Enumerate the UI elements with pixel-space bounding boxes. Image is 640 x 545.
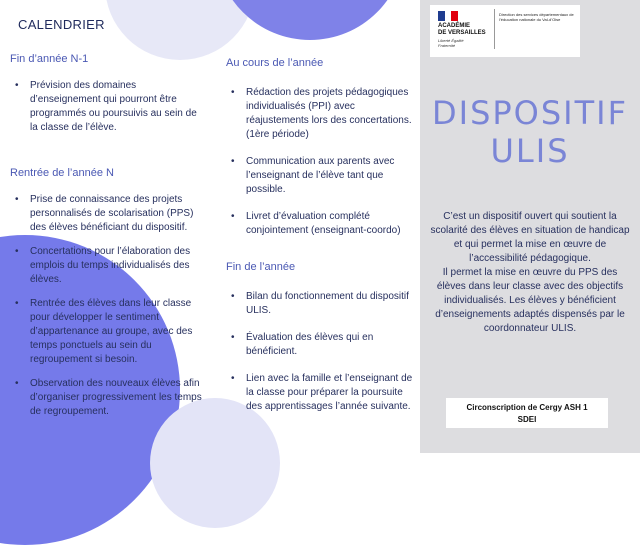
list-au-cours-annee (228, 86, 418, 238)
list-fin-annee-n-1 (12, 79, 202, 135)
list-item: • Observation des nouveaux élèves afin d’organiser progressivement les temps de regroupement. (12, 377, 204, 419)
cover-title-line1: DISPOSITIF (431, 94, 628, 132)
circonscription-box (446, 398, 608, 428)
list-item: • Prise de connaissance des projets personnalisés de scolarisation (PPS) des élèves bénéficiant du dispositif. (12, 193, 204, 235)
list-rentree-annee-n (12, 193, 204, 419)
academie-logo (430, 5, 580, 57)
list-fin-annee (228, 290, 418, 414)
list-item: • Bilan du fonctionnement du dispositif ULIS. (228, 290, 418, 318)
list-item: • Livret d’évaluation complété conjointement (enseignant-coordo) (228, 210, 418, 238)
calendar-middle-panel (213, 0, 420, 453)
logo-dsden-text: Direction des services départementaux de l’éducation nationale du Val-d’Oise (499, 12, 574, 22)
list-item: • Prévision des domaines d’enseignement qui pourront être programmés ou poursuivis au sein de la classe de l’élève. (12, 79, 202, 135)
cover-title (420, 94, 640, 170)
list-item: • Rédaction des projets pédagogiques individualisés (PPI) avec réajustements lors des concertations. (1ère période) (228, 86, 418, 142)
section-title-rentree-annee-n: Rentrée de l’année N (10, 167, 114, 179)
list-item: • Communication aux parents avec l’enseignant de l’élève tant que possible. (228, 155, 418, 197)
logo-motto: Liberté Égalité Fraternité (438, 38, 464, 48)
cover-description (427, 210, 633, 336)
list-item: • Concertations pour l’élaboration des emplois du temps individualisés des élèves. (12, 245, 204, 287)
logo-divider (494, 9, 495, 49)
list-item: • Rentrée des élèves dans leur classe pour développer le sentiment d’appartenance au groupe, avec des temps ponctuels au sein du regroupement si besoin. (12, 297, 204, 367)
section-title-fin-annee-n-1: Fin d’année N-1 (10, 53, 89, 65)
list-item: • Lien avec la famille et l’enseignant de la classe pour préparer la poursuite des apprentissages l’année suivante. (228, 372, 418, 414)
section-title-au-cours-annee: Au cours de l’année (226, 57, 324, 69)
cover-title-line2: ULIS (490, 132, 570, 170)
section-title-fin-annee: Fin de l’année (226, 261, 296, 273)
french-flag-icon (438, 11, 458, 21)
description-paragraph-2: Il permet la mise en œuvre du PPS des élèves dans leur classe avec des objectifs individualisés. Les élèves y bénéficient d’enseignements adaptés dispensés par le coordonnateur ULIS. (435, 267, 625, 334)
sdei-label: SDEI (517, 415, 537, 424)
calendar-left-panel (0, 0, 213, 453)
logo-academie-line2: DE VERSAILLES (438, 30, 486, 36)
circonscription-label: Circonscription de Cergy ASH 1 (466, 403, 588, 412)
description-paragraph-1: C’est un dispositif ouvert qui soutient la scolarité des élèves en situation de handicap et qui permet la mise en œuvre de l’accessibilité pédagogique. (430, 211, 630, 264)
list-item: • Évaluation des élèves qui en bénéficient. (228, 331, 418, 359)
logo-academie-line1: ACADÉMIE (438, 23, 471, 29)
calendar-title: CALENDRIER (18, 17, 105, 32)
